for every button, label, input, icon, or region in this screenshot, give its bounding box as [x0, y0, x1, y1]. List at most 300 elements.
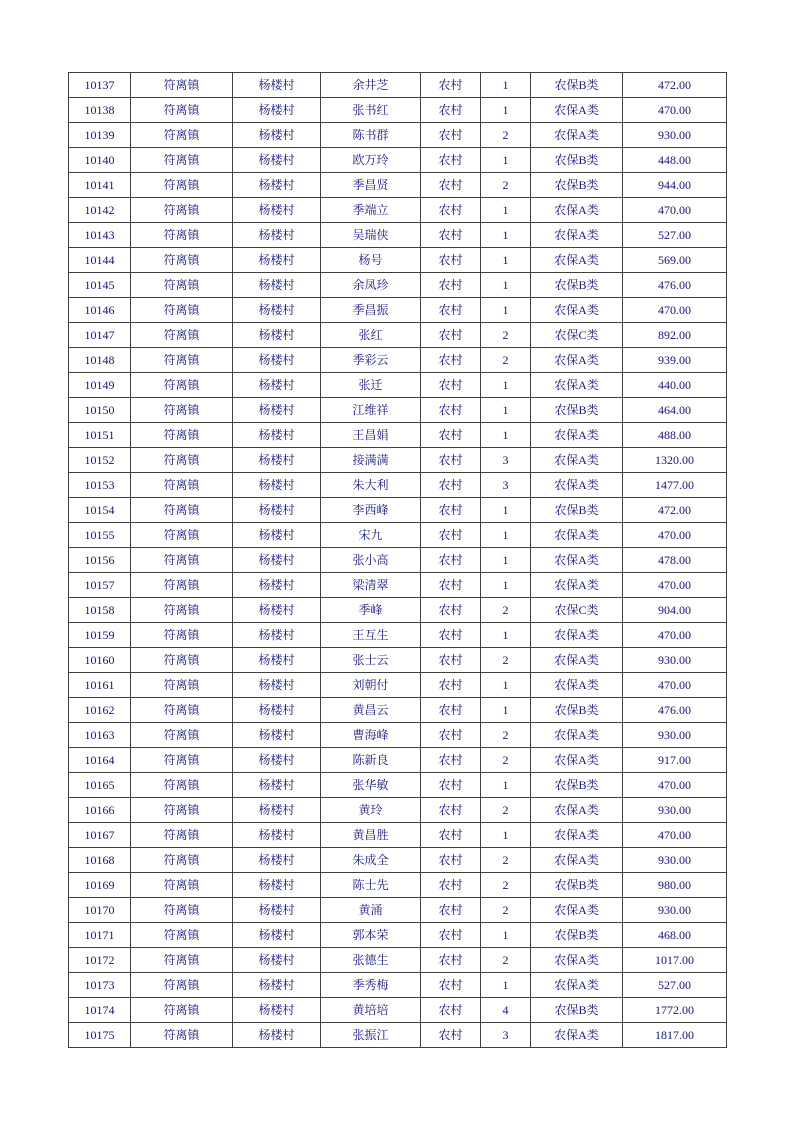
- cell-serial: 10157: [69, 573, 131, 598]
- cell-person-count: 1: [481, 73, 531, 98]
- cell-insurance-category: 农保C类: [531, 323, 623, 348]
- cell-insurance-category: 农保A类: [531, 548, 623, 573]
- cell-amount: 930.00: [623, 648, 727, 673]
- cell-amount: 476.00: [623, 698, 727, 723]
- table-row: [69, 223, 727, 248]
- cell-person-count: 1: [481, 573, 531, 598]
- cell-insurance-category: 农保A类: [531, 973, 623, 998]
- cell-household-type: 农村: [421, 548, 481, 573]
- cell-amount: 1477.00: [623, 473, 727, 498]
- cell-insurance-category: 农保B类: [531, 73, 623, 98]
- cell-town: 符离镇: [131, 823, 233, 848]
- cell-serial: 10148: [69, 348, 131, 373]
- table-row: [69, 473, 727, 498]
- cell-town: 符离镇: [131, 98, 233, 123]
- cell-village: 杨楼村: [233, 173, 321, 198]
- cell-person-count: 1: [481, 148, 531, 173]
- table-row: [69, 248, 727, 273]
- cell-amount: 470.00: [623, 623, 727, 648]
- cell-person-name: 王互生: [321, 623, 421, 648]
- cell-person-name: 张书红: [321, 98, 421, 123]
- cell-person-count: 4: [481, 998, 531, 1023]
- cell-insurance-category: 农保B类: [531, 498, 623, 523]
- cell-amount: 930.00: [623, 848, 727, 873]
- cell-serial: 10158: [69, 598, 131, 623]
- cell-household-type: 农村: [421, 923, 481, 948]
- cell-amount: 1017.00: [623, 948, 727, 973]
- cell-serial: 10170: [69, 898, 131, 923]
- cell-insurance-category: 农保A类: [531, 848, 623, 873]
- cell-serial: 10172: [69, 948, 131, 973]
- cell-person-name: 陈书群: [321, 123, 421, 148]
- cell-town: 符离镇: [131, 948, 233, 973]
- cell-person-name: 张迁: [321, 373, 421, 398]
- cell-town: 符离镇: [131, 973, 233, 998]
- cell-amount: 476.00: [623, 273, 727, 298]
- cell-serial: 10147: [69, 323, 131, 348]
- table-row: [69, 773, 727, 798]
- table-row: [69, 173, 727, 198]
- cell-person-count: 2: [481, 723, 531, 748]
- cell-person-count: 2: [481, 173, 531, 198]
- cell-village: 杨楼村: [233, 748, 321, 773]
- cell-person-count: 1: [481, 773, 531, 798]
- cell-amount: 468.00: [623, 923, 727, 948]
- cell-town: 符离镇: [131, 648, 233, 673]
- cell-person-count: 3: [481, 473, 531, 498]
- cell-village: 杨楼村: [233, 248, 321, 273]
- cell-amount: 569.00: [623, 248, 727, 273]
- table-row: [69, 1023, 727, 1048]
- table-row: [69, 623, 727, 648]
- cell-village: 杨楼村: [233, 548, 321, 573]
- cell-person-name: 张华敏: [321, 773, 421, 798]
- cell-household-type: 农村: [421, 873, 481, 898]
- cell-amount: 527.00: [623, 223, 727, 248]
- cell-insurance-category: 农保C类: [531, 598, 623, 623]
- cell-household-type: 农村: [421, 498, 481, 523]
- cell-insurance-category: 农保B类: [531, 873, 623, 898]
- cell-serial: 10144: [69, 248, 131, 273]
- cell-person-count: 1: [481, 423, 531, 448]
- cell-insurance-category: 农保A类: [531, 198, 623, 223]
- cell-person-name: 李西峰: [321, 498, 421, 523]
- cell-household-type: 农村: [421, 423, 481, 448]
- cell-person-name: 黄玲: [321, 798, 421, 823]
- cell-village: 杨楼村: [233, 723, 321, 748]
- table-row: [69, 723, 727, 748]
- cell-household-type: 农村: [421, 198, 481, 223]
- table-row: [69, 448, 727, 473]
- cell-town: 符离镇: [131, 198, 233, 223]
- cell-amount: 917.00: [623, 748, 727, 773]
- cell-insurance-category: 农保A类: [531, 448, 623, 473]
- cell-amount: 930.00: [623, 723, 727, 748]
- cell-person-count: 2: [481, 348, 531, 373]
- cell-serial: 10164: [69, 748, 131, 773]
- cell-amount: 1772.00: [623, 998, 727, 1023]
- table-row: [69, 198, 727, 223]
- cell-household-type: 农村: [421, 123, 481, 148]
- cell-village: 杨楼村: [233, 598, 321, 623]
- cell-insurance-category: 农保B类: [531, 998, 623, 1023]
- cell-town: 符离镇: [131, 248, 233, 273]
- cell-amount: 470.00: [623, 673, 727, 698]
- cell-amount: 470.00: [623, 98, 727, 123]
- cell-village: 杨楼村: [233, 773, 321, 798]
- cell-town: 符离镇: [131, 323, 233, 348]
- cell-amount: 488.00: [623, 423, 727, 448]
- cell-person-count: 2: [481, 598, 531, 623]
- cell-village: 杨楼村: [233, 673, 321, 698]
- cell-insurance-category: 农保A类: [531, 948, 623, 973]
- cell-person-count: 1: [481, 923, 531, 948]
- cell-person-count: 1: [481, 548, 531, 573]
- cell-amount: 470.00: [623, 298, 727, 323]
- table-row: [69, 548, 727, 573]
- cell-serial: 10154: [69, 498, 131, 523]
- cell-serial: 10138: [69, 98, 131, 123]
- cell-village: 杨楼村: [233, 298, 321, 323]
- cell-village: 杨楼村: [233, 73, 321, 98]
- cell-town: 符离镇: [131, 1023, 233, 1048]
- cell-household-type: 农村: [421, 73, 481, 98]
- table-row: [69, 73, 727, 98]
- table-row: [69, 673, 727, 698]
- cell-person-count: 1: [481, 973, 531, 998]
- cell-household-type: 农村: [421, 223, 481, 248]
- cell-amount: 930.00: [623, 898, 727, 923]
- cell-household-type: 农村: [421, 148, 481, 173]
- cell-village: 杨楼村: [233, 448, 321, 473]
- cell-village: 杨楼村: [233, 698, 321, 723]
- cell-serial: 10163: [69, 723, 131, 748]
- cell-village: 杨楼村: [233, 898, 321, 923]
- cell-serial: 10155: [69, 523, 131, 548]
- cell-person-name: 季峰: [321, 598, 421, 623]
- cell-household-type: 农村: [421, 523, 481, 548]
- cell-town: 符离镇: [131, 148, 233, 173]
- cell-person-count: 1: [481, 248, 531, 273]
- cell-person-count: 1: [481, 98, 531, 123]
- cell-town: 符离镇: [131, 773, 233, 798]
- cell-serial: 10140: [69, 148, 131, 173]
- cell-household-type: 农村: [421, 373, 481, 398]
- cell-household-type: 农村: [421, 98, 481, 123]
- cell-village: 杨楼村: [233, 648, 321, 673]
- cell-town: 符离镇: [131, 273, 233, 298]
- cell-household-type: 农村: [421, 648, 481, 673]
- cell-person-name: 张振江: [321, 1023, 421, 1048]
- cell-person-name: 刘朝付: [321, 673, 421, 698]
- cell-village: 杨楼村: [233, 973, 321, 998]
- cell-insurance-category: 农保A类: [531, 348, 623, 373]
- cell-person-count: 2: [481, 323, 531, 348]
- cell-serial: 10162: [69, 698, 131, 723]
- cell-town: 符离镇: [131, 723, 233, 748]
- cell-household-type: 农村: [421, 573, 481, 598]
- cell-person-count: 1: [481, 223, 531, 248]
- cell-amount: 440.00: [623, 373, 727, 398]
- cell-village: 杨楼村: [233, 423, 321, 448]
- table-row: [69, 798, 727, 823]
- cell-village: 杨楼村: [233, 273, 321, 298]
- cell-person-name: 张德生: [321, 948, 421, 973]
- cell-household-type: 农村: [421, 773, 481, 798]
- cell-person-name: 黄昌云: [321, 698, 421, 723]
- cell-person-name: 季昌贤: [321, 173, 421, 198]
- table-row: [69, 523, 727, 548]
- cell-person-count: 1: [481, 398, 531, 423]
- table-row: [69, 98, 727, 123]
- cell-insurance-category: 农保A类: [531, 648, 623, 673]
- cell-person-name: 吴瑞侠: [321, 223, 421, 248]
- cell-amount: 470.00: [623, 773, 727, 798]
- table-row: [69, 848, 727, 873]
- table-row: [69, 373, 727, 398]
- cell-serial: 10145: [69, 273, 131, 298]
- cell-amount: 464.00: [623, 398, 727, 423]
- table-row: [69, 348, 727, 373]
- table-row: [69, 323, 727, 348]
- roster-table: [68, 72, 727, 1048]
- cell-person-name: 宋九: [321, 523, 421, 548]
- cell-amount: 980.00: [623, 873, 727, 898]
- cell-serial: 10153: [69, 473, 131, 498]
- cell-serial: 10166: [69, 798, 131, 823]
- cell-person-count: 1: [481, 198, 531, 223]
- cell-village: 杨楼村: [233, 498, 321, 523]
- cell-village: 杨楼村: [233, 923, 321, 948]
- cell-household-type: 农村: [421, 398, 481, 423]
- table-row: [69, 648, 727, 673]
- cell-amount: 470.00: [623, 198, 727, 223]
- table-row: [69, 948, 727, 973]
- cell-amount: 1320.00: [623, 448, 727, 473]
- cell-village: 杨楼村: [233, 623, 321, 648]
- cell-amount: 930.00: [623, 123, 727, 148]
- cell-person-name: 朱成全: [321, 848, 421, 873]
- cell-person-count: 1: [481, 523, 531, 548]
- cell-insurance-category: 农保A类: [531, 573, 623, 598]
- cell-household-type: 农村: [421, 698, 481, 723]
- cell-person-count: 3: [481, 1023, 531, 1048]
- cell-person-count: 2: [481, 873, 531, 898]
- cell-insurance-category: 农保A类: [531, 248, 623, 273]
- table-row: [69, 748, 727, 773]
- cell-amount: 478.00: [623, 548, 727, 573]
- cell-town: 符离镇: [131, 173, 233, 198]
- cell-town: 符离镇: [131, 673, 233, 698]
- cell-amount: 1817.00: [623, 1023, 727, 1048]
- cell-insurance-category: 农保A类: [531, 473, 623, 498]
- cell-person-name: 张红: [321, 323, 421, 348]
- cell-insurance-category: 农保A类: [531, 723, 623, 748]
- cell-insurance-category: 农保A类: [531, 673, 623, 698]
- cell-town: 符离镇: [131, 873, 233, 898]
- table-row: [69, 573, 727, 598]
- cell-household-type: 农村: [421, 823, 481, 848]
- cell-amount: 892.00: [623, 323, 727, 348]
- cell-person-name: 张士云: [321, 648, 421, 673]
- table-row: [69, 823, 727, 848]
- cell-insurance-category: 农保A类: [531, 123, 623, 148]
- table-row: [69, 923, 727, 948]
- cell-person-count: 1: [481, 823, 531, 848]
- cell-household-type: 农村: [421, 348, 481, 373]
- cell-amount: 470.00: [623, 823, 727, 848]
- cell-person-count: 1: [481, 373, 531, 398]
- cell-household-type: 农村: [421, 948, 481, 973]
- cell-insurance-category: 农保A类: [531, 423, 623, 448]
- cell-amount: 904.00: [623, 598, 727, 623]
- cell-serial: 10161: [69, 673, 131, 698]
- cell-person-count: 2: [481, 848, 531, 873]
- cell-person-name: 欧万玲: [321, 148, 421, 173]
- cell-amount: 470.00: [623, 573, 727, 598]
- cell-town: 符离镇: [131, 398, 233, 423]
- table-row: [69, 998, 727, 1023]
- cell-town: 符离镇: [131, 423, 233, 448]
- cell-serial: 10150: [69, 398, 131, 423]
- cell-insurance-category: 农保A类: [531, 373, 623, 398]
- cell-town: 符离镇: [131, 223, 233, 248]
- cell-person-count: 1: [481, 623, 531, 648]
- cell-insurance-category: 农保A类: [531, 823, 623, 848]
- cell-insurance-category: 农保B类: [531, 398, 623, 423]
- cell-town: 符离镇: [131, 598, 233, 623]
- cell-person-name: 余井芝: [321, 73, 421, 98]
- cell-town: 符离镇: [131, 123, 233, 148]
- cell-serial: 10152: [69, 448, 131, 473]
- cell-town: 符离镇: [131, 373, 233, 398]
- cell-person-count: 2: [481, 748, 531, 773]
- cell-serial: 10165: [69, 773, 131, 798]
- cell-insurance-category: 农保A类: [531, 98, 623, 123]
- cell-town: 符离镇: [131, 448, 233, 473]
- cell-insurance-category: 农保A类: [531, 748, 623, 773]
- table-body: [69, 73, 727, 1048]
- cell-village: 杨楼村: [233, 523, 321, 548]
- cell-insurance-category: 农保B类: [531, 773, 623, 798]
- cell-person-count: 2: [481, 948, 531, 973]
- cell-person-name: 陈新良: [321, 748, 421, 773]
- cell-insurance-category: 农保A类: [531, 223, 623, 248]
- cell-person-count: 1: [481, 698, 531, 723]
- cell-village: 杨楼村: [233, 848, 321, 873]
- cell-person-name: 黄昌胜: [321, 823, 421, 848]
- cell-village: 杨楼村: [233, 798, 321, 823]
- cell-household-type: 农村: [421, 448, 481, 473]
- cell-serial: 10169: [69, 873, 131, 898]
- cell-person-name: 陈士先: [321, 873, 421, 898]
- cell-village: 杨楼村: [233, 398, 321, 423]
- table-row: [69, 423, 727, 448]
- cell-serial: 10167: [69, 823, 131, 848]
- cell-serial: 10168: [69, 848, 131, 873]
- cell-household-type: 农村: [421, 998, 481, 1023]
- cell-person-name: 余凤珍: [321, 273, 421, 298]
- table-row: [69, 498, 727, 523]
- cell-serial: 10174: [69, 998, 131, 1023]
- cell-amount: 527.00: [623, 973, 727, 998]
- cell-town: 符离镇: [131, 498, 233, 523]
- table-row: [69, 123, 727, 148]
- cell-village: 杨楼村: [233, 823, 321, 848]
- cell-village: 杨楼村: [233, 948, 321, 973]
- cell-household-type: 农村: [421, 748, 481, 773]
- cell-person-count: 3: [481, 448, 531, 473]
- cell-insurance-category: 农保B类: [531, 923, 623, 948]
- cell-household-type: 农村: [421, 598, 481, 623]
- cell-town: 符离镇: [131, 923, 233, 948]
- table-row: [69, 298, 727, 323]
- cell-person-count: 2: [481, 898, 531, 923]
- cell-household-type: 农村: [421, 298, 481, 323]
- cell-town: 符离镇: [131, 848, 233, 873]
- cell-serial: 10151: [69, 423, 131, 448]
- cell-person-count: 1: [481, 298, 531, 323]
- cell-household-type: 农村: [421, 848, 481, 873]
- cell-household-type: 农村: [421, 273, 481, 298]
- cell-insurance-category: 农保B类: [531, 148, 623, 173]
- cell-village: 杨楼村: [233, 348, 321, 373]
- cell-serial: 10173: [69, 973, 131, 998]
- cell-insurance-category: 农保B类: [531, 273, 623, 298]
- cell-amount: 448.00: [623, 148, 727, 173]
- table-row: [69, 873, 727, 898]
- cell-person-name: 张小高: [321, 548, 421, 573]
- table-row: [69, 273, 727, 298]
- cell-village: 杨楼村: [233, 473, 321, 498]
- cell-person-name: 朱大利: [321, 473, 421, 498]
- cell-insurance-category: 农保A类: [531, 1023, 623, 1048]
- cell-household-type: 农村: [421, 323, 481, 348]
- cell-household-type: 农村: [421, 973, 481, 998]
- cell-village: 杨楼村: [233, 323, 321, 348]
- cell-amount: 472.00: [623, 498, 727, 523]
- cell-amount: 472.00: [623, 73, 727, 98]
- cell-insurance-category: 农保B类: [531, 173, 623, 198]
- cell-town: 符离镇: [131, 898, 233, 923]
- cell-household-type: 农村: [421, 673, 481, 698]
- cell-serial: 10141: [69, 173, 131, 198]
- cell-village: 杨楼村: [233, 1023, 321, 1048]
- cell-person-name: 江维祥: [321, 398, 421, 423]
- cell-household-type: 农村: [421, 898, 481, 923]
- cell-town: 符离镇: [131, 298, 233, 323]
- cell-household-type: 农村: [421, 798, 481, 823]
- cell-village: 杨楼村: [233, 373, 321, 398]
- cell-person-count: 2: [481, 798, 531, 823]
- table-row: [69, 898, 727, 923]
- cell-serial: 10175: [69, 1023, 131, 1048]
- cell-town: 符离镇: [131, 998, 233, 1023]
- cell-serial: 10171: [69, 923, 131, 948]
- cell-household-type: 农村: [421, 173, 481, 198]
- cell-village: 杨楼村: [233, 198, 321, 223]
- cell-amount: 939.00: [623, 348, 727, 373]
- cell-person-name: 接满满: [321, 448, 421, 473]
- cell-serial: 10142: [69, 198, 131, 223]
- cell-insurance-category: 农保A类: [531, 898, 623, 923]
- cell-person-count: 2: [481, 123, 531, 148]
- cell-town: 符离镇: [131, 623, 233, 648]
- cell-serial: 10149: [69, 373, 131, 398]
- cell-person-name: 季秀梅: [321, 973, 421, 998]
- cell-household-type: 农村: [421, 473, 481, 498]
- cell-serial: 10146: [69, 298, 131, 323]
